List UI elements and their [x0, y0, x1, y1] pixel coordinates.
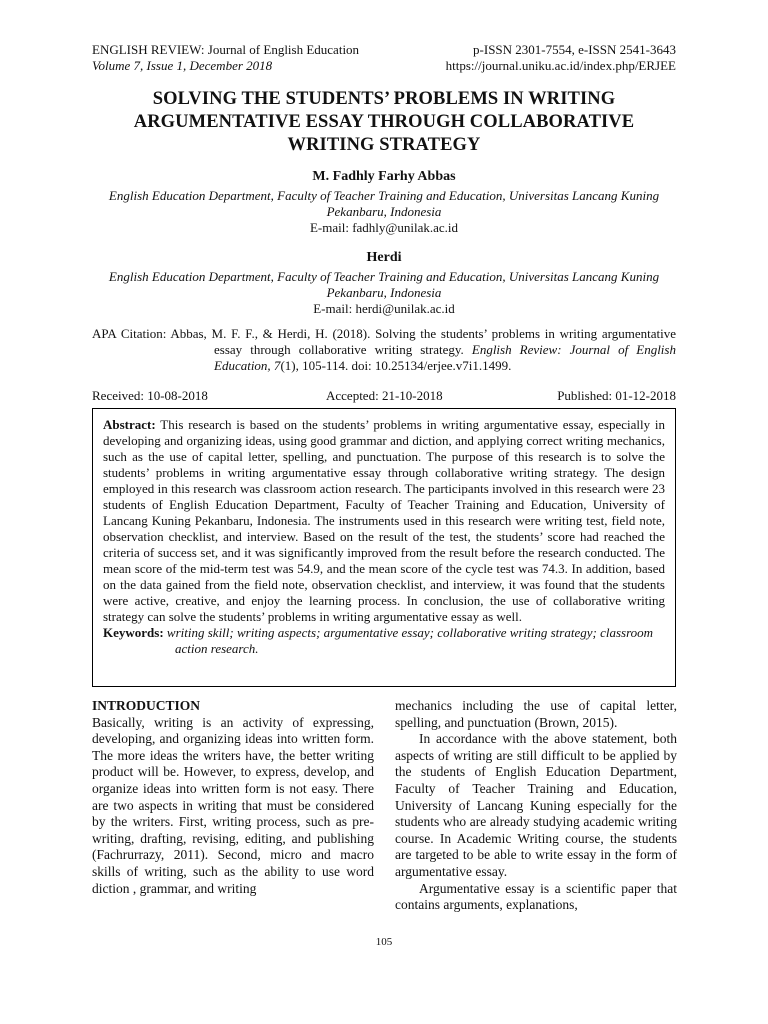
author-affiliation: English Education Department, Faculty of Teacher Training and Education, Universitas Lancang Kuning Pekanbaru, Indonesia: [108, 188, 660, 219]
author-block-2: [92, 249, 676, 317]
journal-url[interactable]: https://journal.uniku.ac.id/index.php/ERJEE: [445, 58, 676, 73]
author-block-1: [92, 168, 676, 236]
journal-volume: Volume 7, Issue 1, December 2018: [92, 58, 273, 73]
body-column-left: [92, 698, 374, 897]
body-paragraph: mechanics including the use of capital letter, spelling, and punctuation (Brown, 2015).: [395, 698, 677, 730]
journal-header-left: [92, 42, 359, 74]
page-number: 105: [375, 936, 393, 948]
body-column-right: [395, 698, 677, 914]
abstract-box: [92, 408, 676, 687]
published-date: Published: 01-12-2018: [557, 388, 676, 403]
body-paragraph: Basically, writing is an activity of expressing, developing, and organizing ideas into written form. The more ideas the writers have, the better writing product will be. However, to express, develop, and organize ideas into written form is not easy. There are two aspects in writing that must be considered by the writers. First, writing process, such as pre-writing, drafting, revising, editing, and publishing (Fachrurrazy, 2011). Second, micro and macro skills of writing, such as the ability to use word diction , grammar, and writing: [92, 714, 374, 896]
author-name: M. Fadhly Farhy Abbas: [312, 169, 456, 184]
citation-journal: English Review: Journal of English Education, 7: [214, 342, 676, 373]
citation-prefix: APA Citation: Abbas, M. F. F., & Herdi, H. (2018). Solving the students’ problems in writing argumentative essay through collaborative writing strategy.: [92, 326, 676, 357]
apa-citation: [92, 326, 676, 374]
journal-issn: p-ISSN 2301-7554, e-ISSN 2541-3643: [473, 42, 676, 57]
keywords-list: writing skill; writing aspects; argumentative essay; collaborative writing strategy; classroom action research.: [163, 625, 654, 656]
body-paragraph: Argumentative essay is a scientific paper that contains arguments, explanations,: [395, 880, 677, 913]
received-date: Received: 10-08-2018: [92, 388, 208, 403]
abstract-body: This research is based on the students’ problems in writing argumentative essay, especially in developing and organizing ideas, using good grammar and diction, and applying correct writing mechanics, such as the use of capital letter, spelling, and punctuation. The purpose of this research is to solve the students’ problems in writing argumentative essay through collaborative writing strategy. The design employed in this research was classroom action research. The participants involved in this research were 23 students of English Education Department, Faculty of Teacher Training and Education, University of Lancang Kuning Pekanbaru, Indonesia. The instruments used in this research were writing test, field note, observation checklist, and interview. Based on the result of the test, the students’ score had reached the criteria of success set, and it was significantly improved from the result before the research conducted. The mean score of the mid-term test was 54.9, and the mean score of the cycle test was 74.3. In addition, based on the data gained from the field note, observation checklist, and interview, it was found that the students were active, creative, and enjoy the learning process. In conclusion, the use of collaborative writing strategy can solve the students’ problems in writing argumentative essay as well.: [103, 417, 665, 624]
paper-title: SOLVING THE STUDENTS’ PROBLEMS IN WRITING ARGUMENTATIVE ESSAY THROUGH COLLABORATIVE WRITING STRATEGY: [133, 89, 635, 155]
abstract-label: Abstract:: [103, 417, 156, 432]
author-affiliation: English Education Department, Faculty of Teacher Training and Education, Universitas Lancang Kuning Pekanbaru, Indonesia: [108, 269, 660, 300]
section-heading: INTRODUCTION: [92, 698, 201, 713]
keywords-label: Keywords:: [103, 625, 164, 640]
accepted-date: Accepted: 21-10-2018: [326, 388, 443, 403]
author-email[interactable]: E-mail: fadhly@unilak.ac.id: [309, 220, 459, 235]
keywords: [103, 625, 665, 657]
author-name: Herdi: [366, 250, 402, 265]
journal-header-right: [446, 42, 676, 74]
citation-suffix: (1), 105-114. doi: 10.25134/erjee.v7i1.1499.: [280, 358, 512, 373]
author-email[interactable]: E-mail: herdi@unilak.ac.id: [313, 301, 455, 316]
journal-name: ENGLISH REVIEW: Journal of English Education: [92, 42, 360, 57]
abstract-text: [103, 417, 665, 625]
body-paragraph: In accordance with the above statement, both aspects of writing are still difficult to be applied by the students of English Education Department, Faculty of Teacher Training and Education, University of Lancang Kuning especially for the students who are already studying academic writing course. In Academic Writing course, the students are targeted to be able to write essay in the form of argumentative essay.: [395, 731, 677, 879]
